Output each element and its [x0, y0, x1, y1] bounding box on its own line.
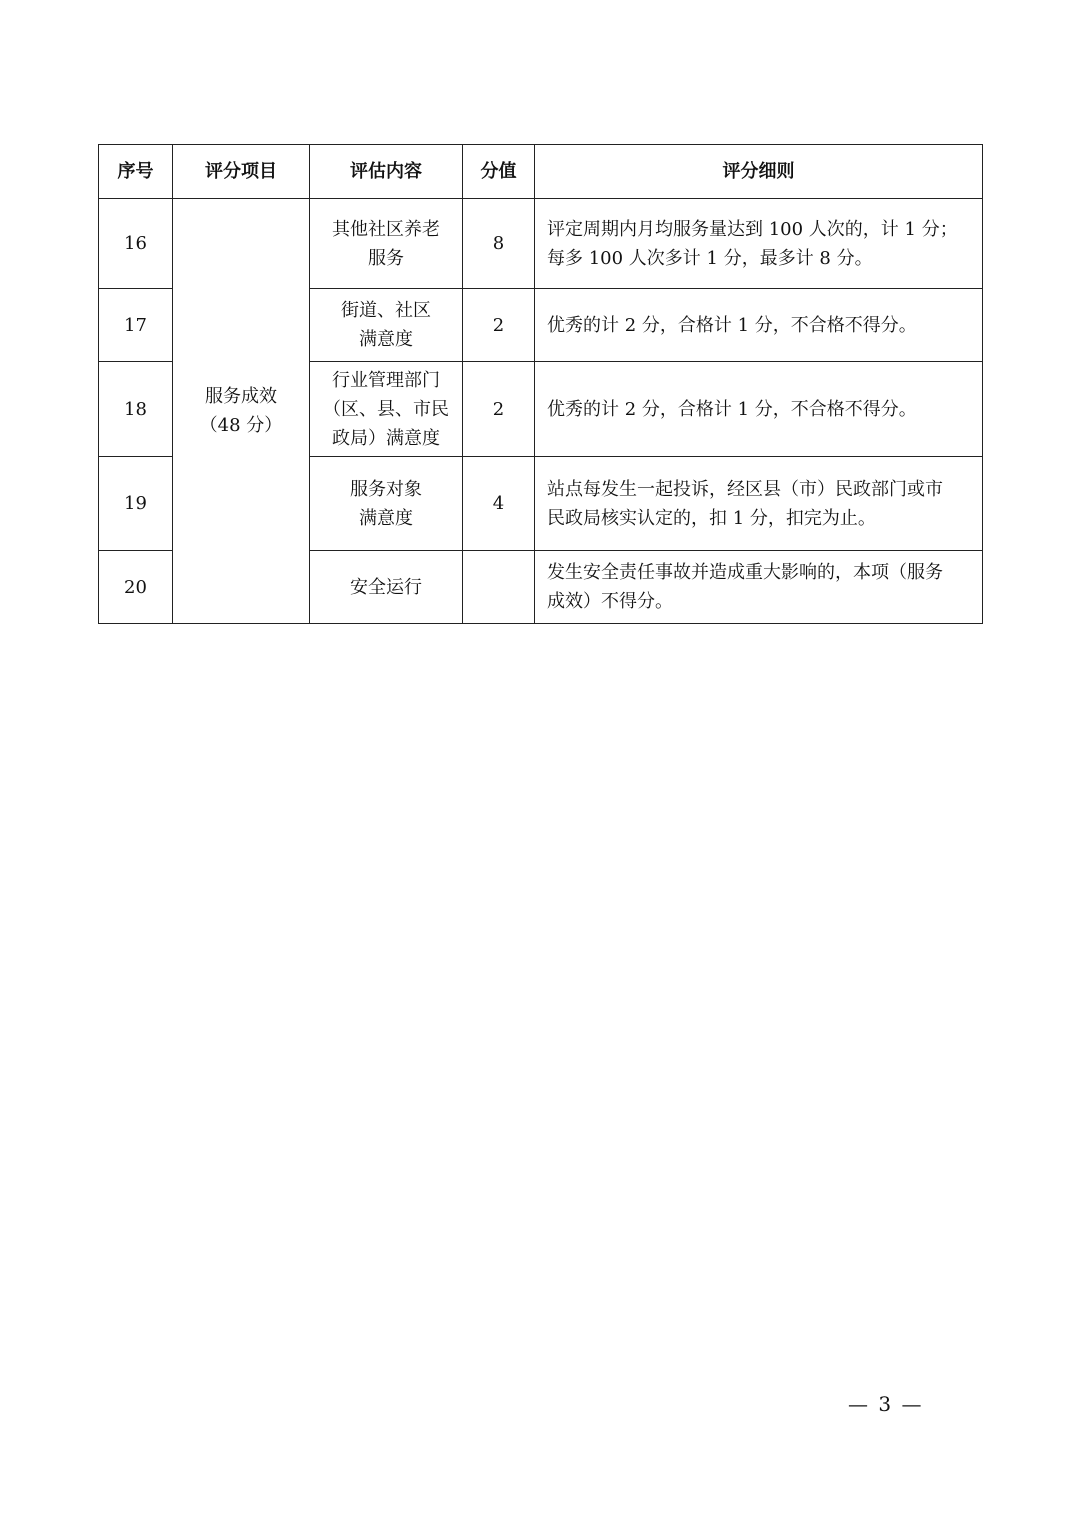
- score-cell: 8: [463, 199, 535, 289]
- content-cell: [310, 551, 463, 624]
- content-line: （区、县、市民: [323, 398, 449, 420]
- row-number: 18: [99, 362, 173, 457]
- content-line: 其他社区养老: [332, 218, 440, 240]
- score-cell: 4: [463, 457, 535, 551]
- score-cell: 2: [463, 362, 535, 457]
- content-cell: [310, 362, 463, 457]
- content-line: 满意度: [359, 329, 413, 350]
- score-cell: 2: [463, 289, 535, 362]
- content-line: 街道、社区: [341, 300, 431, 321]
- row-number: 19: [99, 457, 173, 551]
- detail-line: 发生安全责任事故并造成重大影响的，本项（服务: [547, 562, 943, 583]
- detail-line: 站点每发生一起投诉，经区县（市）民政部门或市: [547, 478, 943, 500]
- detail-line: 民政局核实认定的，扣 1 分，扣完为止。: [547, 507, 876, 529]
- group-cell: [173, 199, 310, 624]
- group-label: 服务成效: [205, 386, 277, 407]
- detail-line: 成效）不得分。: [547, 591, 673, 612]
- scoring-table: [98, 144, 983, 624]
- detail-cell: [535, 362, 983, 457]
- detail-line: 评定周期内月均服务量达到 100 人次的，计 1 分；: [547, 218, 958, 240]
- group-points: （48 分）: [199, 415, 283, 436]
- score-cell: [463, 551, 535, 624]
- content-line: 服务对象: [350, 478, 422, 500]
- header-item: 评分项目: [173, 145, 310, 199]
- page-number: — 3 —: [848, 1392, 924, 1416]
- detail-line: 每多 100 人次多计 1 分，最多计 8 分。: [547, 247, 873, 269]
- content-line: 安全运行: [350, 576, 422, 598]
- row-number: 20: [99, 551, 173, 624]
- header-content: 评估内容: [310, 145, 463, 199]
- header-no: 序号: [99, 145, 173, 199]
- detail-cell: [535, 199, 983, 289]
- row-number: 17: [99, 289, 173, 362]
- table-header-row: [99, 145, 983, 199]
- row-number: 16: [99, 199, 173, 289]
- header-score: 分值: [463, 145, 535, 199]
- content-line: 政局）满意度: [332, 427, 440, 449]
- header-detail: 评分细则: [535, 145, 983, 199]
- table-row: [99, 199, 983, 289]
- content-cell: [310, 199, 463, 289]
- detail-line: 优秀的计 2 分，合格计 1 分，不合格不得分。: [547, 314, 917, 336]
- detail-cell: [535, 457, 983, 551]
- detail-line: 优秀的计 2 分，合格计 1 分，不合格不得分。: [547, 398, 917, 420]
- content-cell: [310, 289, 463, 362]
- content-line: 满意度: [359, 507, 413, 529]
- content-line: 服务: [368, 247, 404, 269]
- detail-cell: [535, 289, 983, 362]
- content-cell: [310, 457, 463, 551]
- detail-cell: [535, 551, 983, 624]
- content-line: 行业管理部门: [332, 369, 440, 391]
